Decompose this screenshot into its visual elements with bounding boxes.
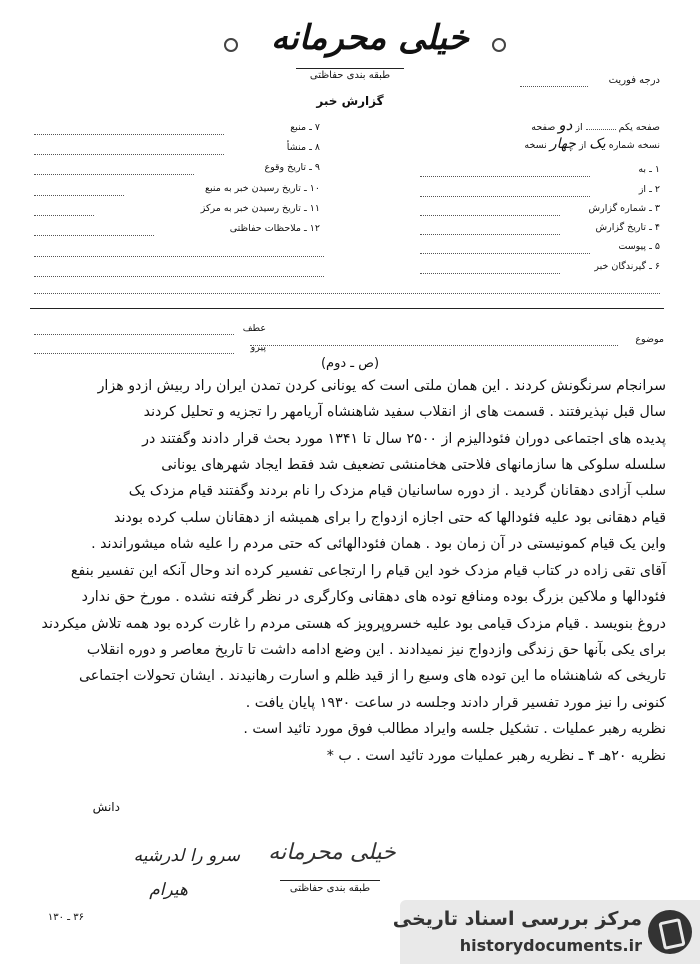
field-line: [34, 195, 124, 196]
copy-label: نسخه شماره: [608, 140, 660, 151]
copy-total: چهار: [549, 136, 576, 152]
body-line: سلسله سلوکی ها سازمانهای فلاحتی هخامنشی تضعیف شد فقط ایجاد شهرهای یونانی: [161, 457, 666, 473]
divider: [296, 68, 404, 69]
classification-bottom: خیلی محرمانه: [268, 840, 396, 865]
field-line: [34, 134, 224, 135]
body-line: تاریخی که شاهنشاه ما این توده های وسیع را از قید ظلم و اسارت رهانیدند . ایشان تحولات اجتماعی: [78, 668, 666, 684]
field-line: [420, 215, 560, 216]
page-marker: (ص ـ دوم): [320, 356, 380, 371]
field-line: [34, 235, 154, 236]
signature-left-label: دانش: [92, 800, 120, 814]
body-line: برای یکی بآنها حق زندگی وازدواج نیز نمیدادند . این وضع ادامه داشت تا تاریخ معاصر و دوره انقلاب: [86, 642, 666, 658]
page-info-row-1: صفحه یکم از دو صفحه: [531, 116, 660, 134]
body-line: آقای تقی زاده در کتاب قیام مزدک خود این قیام را ارتجاعی تفسیر کرده اند وحال آنکه این تفسیر بنفع: [70, 563, 666, 579]
body-line: نظریه رهبر عملیات . تشکیل جلسه وایراد مطالب فوق مورد تائید است .: [243, 721, 666, 737]
field-security-notes: ۱۲ ـ ملاحظات حفاظتی: [229, 223, 320, 234]
body-line: نظریه ۲۰هـ ۴ ـ نظریه رهبر عملیات مورد تائید است . ب *: [326, 748, 666, 764]
body-line: دروغ بنویسد . قیام مزدک قیامی بود علیه خسروپرویز که هستی مردم را غارت کرده بود همه تلاش میکردند: [41, 616, 666, 632]
classification-label: طبقه بندی حفاظتی: [309, 70, 391, 81]
signature-initials: هیرام: [149, 880, 188, 900]
copy-number: یک: [589, 136, 606, 152]
subject-label: موضوع: [635, 334, 664, 345]
priority-value-line: [520, 86, 588, 87]
page-count: دو: [558, 116, 573, 134]
field-line: [420, 234, 560, 235]
stamp-mark-icon: [224, 38, 238, 52]
field-date-to-source: ۱۰ ـ تاریخ رسیدن خبر به منبع: [205, 183, 320, 194]
body-line: پدیده های اجتماعی دوران فئودالیزم از ۲۵۰۰ سال تا ۱۳۴۱ مورد بحث قرار دادند وگفتند در: [142, 431, 666, 447]
body-line: قیام دهقانی بود علیه فئودالها که حتی اجازه ازدواج را برای همیشه از دهقانان سلب کرده بودند: [114, 510, 666, 526]
stamp-mark-icon: [492, 38, 506, 52]
field-line: [420, 196, 590, 197]
field-line: [34, 215, 94, 216]
document-logo-icon: [648, 910, 692, 954]
doc-code: ۳۶ ـ ۱۳۰: [47, 912, 84, 923]
subject-line: [250, 345, 618, 346]
field-report-number: ۳ ـ شماره گزارش: [588, 203, 660, 214]
peyro-label: پیرو: [250, 342, 266, 353]
field-to: ۱ ـ به: [638, 164, 660, 175]
watermark-text: مرکز بررسی اسناد تاریخی: [392, 908, 642, 930]
body-line: کنونی را نیز مورد تفسیر قرار دادند وجلسه در ساعت ۱۹۳۰ پایان یافت .: [245, 695, 666, 711]
watermark-url: historydocuments.ir: [459, 936, 642, 955]
body-line: فئودالها و ملاکین بزرگ بوده ومنافع توده های دهقانی وکارگری در نظر گرفته نشده . مورخ حق ندارد: [81, 589, 666, 605]
field-line: [34, 293, 660, 294]
body-line: سلب آزادی دهقانان گردید . از دوره ساسانیان قیام مزدک را نام بردند وگفتند قیام مزدک یک: [128, 483, 666, 499]
priority-label: درجه فوریت: [608, 75, 660, 86]
classification-top: خیلی محرمانه: [271, 18, 469, 58]
body-line: سرانجام سرنگونش کردند . این همان ملتی است که یونانی کردن تمدن ایران راد ربیش ازدو هزار: [97, 378, 666, 394]
page-info-row-2: نسخه شماره یک از چهار نسخه: [524, 136, 660, 152]
atf-label: عطف: [242, 323, 266, 334]
field-origin: ۸ ـ منشأ: [286, 142, 320, 153]
divider: [280, 880, 380, 881]
atf-line: [34, 334, 234, 335]
field-report-date: ۴ ـ تاریخ گزارش: [595, 222, 660, 233]
field-line: [420, 273, 560, 274]
peyro-line: [34, 353, 234, 354]
field-line: [34, 174, 194, 175]
field-event-date: ۹ ـ تاریخ وقوع: [264, 162, 320, 173]
field-date-to-center: ۱۱ ـ تاریخ رسیدن خبر به مرکز: [200, 203, 320, 214]
signature-name: سرو را لدرشیه: [133, 846, 240, 866]
field-source: ۷ ـ منبع: [290, 122, 320, 133]
header-separator: [30, 308, 664, 309]
field-line: [420, 176, 590, 177]
report-title: گزارش خبر: [316, 94, 384, 108]
field-line: [34, 276, 324, 277]
body-line: سال قبل نپذیرفتند . قسمت های از انقلاب سفید شاهنشاه آریامهر را تجزیه و تحلیل کردند: [143, 404, 666, 420]
field-from: ۲ ـ از: [638, 184, 660, 195]
field-line: [420, 253, 590, 254]
page-label: صفحه یکم: [618, 122, 660, 133]
field-line: [34, 154, 224, 155]
field-attachment: ۵ ـ پیوست: [618, 241, 660, 252]
field-line: [34, 256, 324, 257]
field-recipients: ۶ ـ گیرندگان خبر: [594, 261, 660, 272]
classification-bottom-label: طبقه بندی حفاظتی: [289, 883, 371, 894]
body-line: واین یک قیام کمونیستی در آن زمان بود . همان فئودالهائی که حتی مردم را علیه شاه میشوراندند .: [91, 536, 666, 552]
watermark-panel: [392, 900, 700, 964]
